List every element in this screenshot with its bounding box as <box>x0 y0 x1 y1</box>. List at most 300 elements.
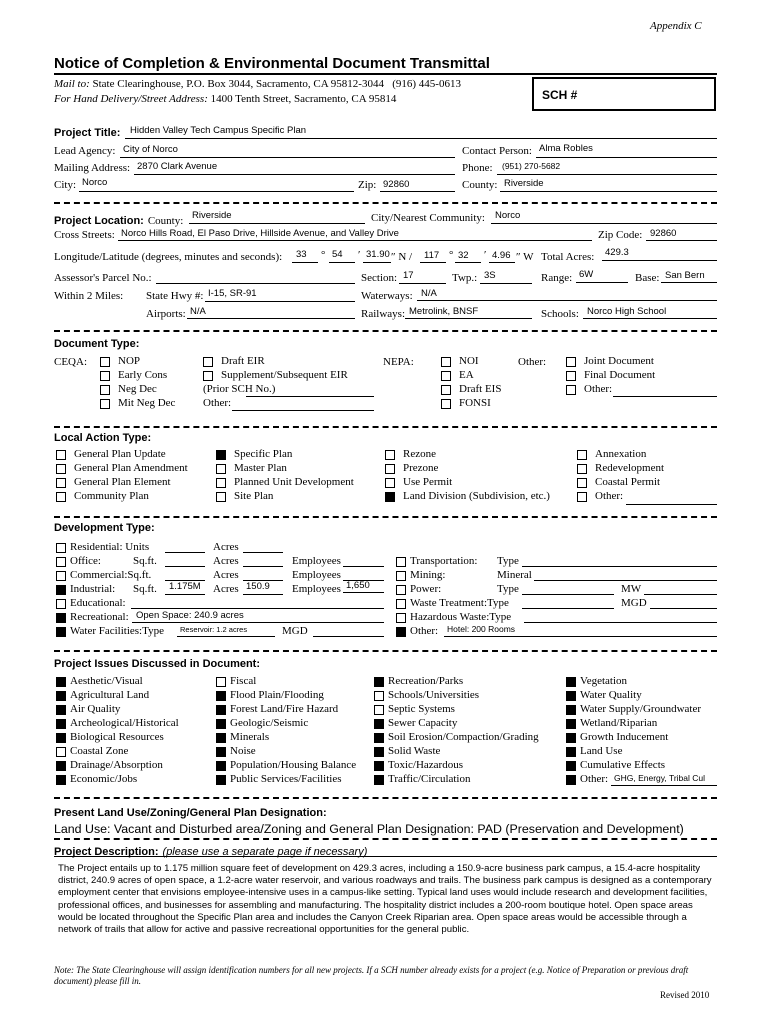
commercial-acres-label: Acres <box>213 569 239 581</box>
checkbox-label-draft-eis: Draft EIS <box>459 383 502 395</box>
county-value[interactable]: Riverside <box>504 178 544 189</box>
industrial-acres-line <box>243 594 283 595</box>
issues-other-value[interactable]: GHG, Energy, Tribal Cul <box>614 773 706 783</box>
location-zip-value[interactable]: 92860 <box>650 228 677 239</box>
checkbox-label-cumulative-effects: Cumulative Effects <box>580 759 666 771</box>
checkbox-educational[interactable] <box>56 599 66 609</box>
checkbox-draft-eir[interactable] <box>203 357 213 367</box>
state-hwy-label: State Hwy #: <box>146 290 204 302</box>
base-label: Base: <box>635 272 660 284</box>
checkbox-label-fonsi: FONSI <box>459 397 491 409</box>
checkbox-label-draft-eir: Draft EIR <box>221 355 265 367</box>
checkbox-residential[interactable] <box>56 543 66 553</box>
range-value[interactable]: 6W <box>579 269 594 280</box>
lead-agency-value[interactable]: City of Norco <box>123 144 178 155</box>
long-min-value[interactable]: 32 <box>458 250 469 261</box>
checkbox-label-nop: NOP <box>118 355 141 367</box>
airports-label: Airports: <box>146 308 186 320</box>
long-sec-line <box>489 262 515 263</box>
schools-value[interactable]: Norco High School <box>587 306 667 317</box>
lat-sec-value[interactable]: 31.90 <box>366 249 390 260</box>
community-label: City/Nearest Community: <box>371 212 485 224</box>
lat-deg-value[interactable]: 33 <box>296 249 307 260</box>
community-value[interactable]: Norco <box>495 210 521 221</box>
railways-label: Railways: <box>361 308 405 320</box>
residential-acres-line <box>243 552 283 553</box>
hazardous-waste-label: Hazardous Waste:Type <box>410 611 512 623</box>
long-sec-value[interactable]: 4.96 <box>492 250 511 261</box>
degree-symbol: ° <box>321 249 326 261</box>
nepa-label: NEPA: <box>383 356 414 368</box>
checkbox-label-minerals: Minerals <box>230 731 270 743</box>
checkbox-noise[interactable] <box>216 747 226 757</box>
checkbox-label-sewer-capacity: Sewer Capacity <box>388 717 458 729</box>
checkbox-coastal-zone[interactable] <box>56 747 66 757</box>
recreational-value[interactable]: Open Space: 240.9 acres <box>136 610 244 621</box>
checkbox-final-document[interactable] <box>566 371 576 381</box>
section-divider <box>54 202 717 204</box>
railways-line <box>405 318 532 319</box>
waterways-line <box>417 300 717 301</box>
checkbox-use-permit[interactable] <box>385 478 395 488</box>
project-location-header <box>54 211 183 229</box>
checkbox-label-use-permit: Use Permit <box>403 476 453 488</box>
office-acres-label: Acres <box>213 555 239 567</box>
residential-units-line <box>165 552 205 553</box>
office-employees-label: Employees <box>292 555 341 567</box>
waste-mgd-line <box>650 608 717 609</box>
long-deg-line <box>420 262 446 263</box>
checkbox-label-agricultural-land: Agricultural Land <box>70 689 150 701</box>
checkbox-label-soil-erosion-compaction-grading: Soil Erosion/Compaction/Grading <box>388 731 539 743</box>
educational-label: Educational: <box>70 597 126 609</box>
west-label: ″ W <box>516 251 534 263</box>
checkbox-label-specific-plan: Specific Plan <box>234 448 293 460</box>
water-mgd-line <box>313 636 384 637</box>
industrial-sqft-line <box>165 594 205 595</box>
base-line <box>661 282 717 283</box>
checkbox-label-wetland-riparian: Wetland/Riparian <box>580 717 658 729</box>
location-county-line <box>189 223 365 224</box>
checkbox-label-rezone: Rezone <box>403 448 436 460</box>
twp-label: Twp.: <box>452 272 478 284</box>
checkbox-drainage-absorption[interactable] <box>56 761 66 771</box>
checkbox-label-mit-neg-dec: Mit Neg Dec <box>118 397 176 409</box>
checkbox-water-supply-groundwater[interactable] <box>566 705 576 715</box>
phone-value[interactable]: (951) 270-5682 <box>502 161 561 171</box>
checkbox-agricultural-land[interactable] <box>56 691 66 701</box>
mining-label: Mining: <box>410 569 446 581</box>
power-mw-label: MW <box>621 583 642 595</box>
checkbox-growth-inducement[interactable] <box>566 733 576 743</box>
industrial-employees-label: Employees <box>292 583 341 595</box>
section-divider-7 <box>54 838 717 840</box>
project-title-value[interactable]: Hidden Valley Tech Campus Specific Plan <box>130 125 307 136</box>
within-2-miles-label: Within 2 Miles: <box>54 290 124 302</box>
contact-label: Contact Person: <box>462 145 532 157</box>
checkbox-geologic-seismic[interactable] <box>216 719 226 729</box>
checkbox-schools-universities[interactable] <box>374 691 384 701</box>
project-title-line <box>125 138 717 139</box>
transportation-type-label: Type <box>497 555 519 567</box>
checkbox-draft-eis[interactable] <box>441 385 451 395</box>
power-type-label: Type <box>497 583 519 595</box>
checkbox-label-toxic-hazardous: Toxic/Hazardous <box>388 759 463 771</box>
local-other-line <box>626 504 717 505</box>
checkbox-forest-land-fire-hazard[interactable] <box>216 705 226 715</box>
schools-line <box>583 318 717 319</box>
checkbox-label-neg-dec: Neg Dec <box>118 383 157 395</box>
checkbox-solid-waste[interactable] <box>374 747 384 757</box>
checkbox-economic-jobs[interactable] <box>56 775 66 785</box>
land-use-header: Present Land Use/Zoning/General Plan Designation: <box>54 807 327 819</box>
doc-other-label: Other: <box>518 356 547 368</box>
range-label: Range: <box>541 272 573 284</box>
checkbox-planned-unit-development[interactable] <box>216 478 226 488</box>
checkbox-mit-neg-dec[interactable] <box>100 399 110 409</box>
checkbox-minerals[interactable] <box>216 733 226 743</box>
checkbox-coastal-permit[interactable] <box>577 478 587 488</box>
hand-delivery-address: 1400 Tenth Street, Sacramento, CA 95814 <box>210 93 397 105</box>
checkbox-other[interactable] <box>577 492 587 502</box>
checkbox-label-geologic-seismic: Geologic/Seismic <box>230 717 309 729</box>
mailing-address-value[interactable]: 2870 Clark Avenue <box>137 161 218 172</box>
checkbox-label-noi: NOI <box>459 355 479 367</box>
checkbox-public-services-facilities[interactable] <box>216 775 226 785</box>
twp-value[interactable]: 3S <box>484 270 496 281</box>
checkbox-label-flood-plain-flooding: Flood Plain/Flooding <box>230 689 324 701</box>
section-divider-6 <box>54 797 717 799</box>
doc-label-prior-sch-no: (Prior SCH No.) <box>203 383 276 395</box>
phone-line <box>497 174 717 175</box>
checkbox-recreational[interactable] <box>56 613 66 623</box>
cross-streets-value[interactable]: Norco Hills Road, El Paso Drive, Hillside Avenue, and Valley Drive <box>121 228 399 239</box>
checkbox-label-ea: EA <box>459 369 474 381</box>
industrial-sqft-label: Sq.ft. <box>133 583 157 595</box>
office-sqft-label: Sq.ft. <box>133 555 157 567</box>
degree-symbol-2: ° <box>449 249 454 261</box>
city-line <box>79 191 354 192</box>
recreational-line <box>132 622 384 623</box>
project-description-text[interactable]: The Project entails up to 1.175 million square feet of development on 429.3 acres, including a 150.9-acre business park campus, a 15.4-acre hospitality district, 240.9 acres of open space, a 1.2-acre water reservoir, and various roadways and trails. The business park campus is designed as a contemporary employment center that envisions employee-intensive uses in a campus-like setting. Typical land uses would include research and development facilities, professional offices, and businesses for assembling and manufacturing. The hospitality district includes a 200-room boutique hotel. Open space areas would be located throughout the Specific Plan area and includes the Canyon Creek Riparian area. Open space areas would be accessible through a network of trails that allow for active and passive recreational opportunities for the general public. <box>58 863 712 936</box>
checkbox-cumulative-effects[interactable] <box>566 761 576 771</box>
city-value[interactable]: Norco <box>82 177 108 188</box>
section-label: Section: <box>361 272 398 284</box>
checkbox-population-housing-balance[interactable] <box>216 761 226 771</box>
lead-agency-line <box>120 157 455 158</box>
local-action-header: Local Action Type: <box>54 432 152 444</box>
checkbox-label-air-quality: Air Quality <box>70 703 121 715</box>
lead-agency-label: Lead Agency: <box>54 145 116 157</box>
checkbox-label-coastal-permit: Coastal Permit <box>595 476 661 488</box>
checkbox-rezone[interactable] <box>385 450 395 460</box>
dev-other-label: Other: <box>410 625 439 637</box>
checkbox-aesthetic-visual[interactable] <box>56 677 66 687</box>
commercial-label: Commercial:Sq.ft. <box>70 569 152 581</box>
prior-sch-line <box>246 396 374 397</box>
office-label: Office: <box>70 555 101 567</box>
checkbox-toxic-hazardous[interactable] <box>374 761 384 771</box>
checkbox-general-plan-update[interactable] <box>56 450 66 460</box>
checkbox-septic-systems[interactable] <box>374 705 384 715</box>
checkbox-water-quality[interactable] <box>566 691 576 701</box>
checkbox-redevelopment[interactable] <box>577 464 587 474</box>
doc-label-other: Other: <box>203 397 232 409</box>
waterways-value[interactable]: N/A <box>421 288 437 299</box>
minute-symbol: ′ <box>358 249 361 261</box>
checkbox-hazardous-waste[interactable] <box>396 613 406 623</box>
checkbox-label-coastal-zone: Coastal Zone <box>70 745 129 757</box>
airports-line <box>187 318 355 319</box>
water-facilities-value[interactable]: Reservoir: 1.2 acres <box>180 625 248 634</box>
checkbox-label-population-housing-balance: Population/Housing Balance <box>230 759 357 771</box>
checkbox-specific-plan[interactable] <box>216 450 226 460</box>
checkbox-label-community-plan: Community Plan <box>74 490 149 502</box>
checkbox-label-growth-inducement: Growth Inducement <box>580 731 669 743</box>
checkbox-master-plan[interactable] <box>216 464 226 474</box>
mail-to-phone: (916) 445-0613 <box>392 78 461 90</box>
checkbox-label-supplement-subsequent-eir: Supplement/Subsequent EIR <box>221 369 348 381</box>
checkbox-label-other: Other: <box>584 383 613 395</box>
revised-label: Revised 2010 <box>660 990 710 1000</box>
checkbox-commercial[interactable] <box>56 571 66 581</box>
checkbox-other[interactable] <box>566 775 576 785</box>
zip-value[interactable]: 92860 <box>383 179 410 190</box>
checkbox-label-final-document: Final Document <box>584 369 656 381</box>
total-acres-line <box>602 260 717 261</box>
checkbox-label-general-plan-element: General Plan Element <box>74 476 171 488</box>
description-rule <box>54 856 717 857</box>
checkbox-other[interactable] <box>566 385 576 395</box>
checkbox-label-planned-unit-development: Planned Unit Development <box>234 476 354 488</box>
section-divider-4 <box>54 516 717 518</box>
power-mw-line <box>644 594 717 595</box>
checkbox-office[interactable] <box>56 557 66 567</box>
state-hwy-line <box>205 301 355 302</box>
checkbox-label-solid-waste: Solid Waste <box>388 745 441 757</box>
doc-other-line <box>613 396 717 397</box>
checkbox-vegetation[interactable] <box>566 677 576 687</box>
checkbox-label-early-cons: Early Cons <box>118 369 168 381</box>
industrial-employees-line <box>343 592 384 593</box>
checkbox-power[interactable] <box>396 585 406 595</box>
checkbox-label-land-use: Land Use <box>580 745 623 757</box>
checkbox-transportation[interactable] <box>396 557 406 567</box>
educational-line <box>131 608 384 609</box>
industrial-employees-value[interactable]: 1,650 <box>346 580 370 591</box>
checkbox-dev-other[interactable] <box>396 627 406 637</box>
project-title-label: Project Title: <box>54 127 121 139</box>
sch-label: SCH # <box>542 88 578 102</box>
checkbox-early-cons[interactable] <box>100 371 110 381</box>
checkbox-soil-erosion-compaction-grading[interactable] <box>374 733 384 743</box>
checkbox-mining[interactable] <box>396 571 406 581</box>
issues-other-line <box>611 785 717 786</box>
land-use-value[interactable]: Land Use: Vacant and Disturbed area/Zoning and General Plan Designation: PAD (Preservation and Development) <box>54 822 684 836</box>
mining-mineral-label: Mineral <box>497 569 532 581</box>
zip-line <box>380 191 455 192</box>
long-deg-value[interactable]: 117 <box>424 250 440 261</box>
checkbox-label-joint-document: Joint Document <box>584 355 654 367</box>
sch-number-box[interactable] <box>532 77 716 111</box>
checkbox-label-forest-land-fire-hazard: Forest Land/Fire Hazard <box>230 703 339 715</box>
waterways-label: Waterways: <box>361 290 413 302</box>
recreational-label: Recreational: <box>70 611 129 623</box>
checkbox-label-annexation: Annexation <box>595 448 647 460</box>
checkbox-general-plan-element[interactable] <box>56 478 66 488</box>
dev-other-value[interactable]: Hotel: 200 Rooms <box>447 624 516 634</box>
transportation-label: Transportation: <box>410 555 478 567</box>
power-label: Power: <box>410 583 442 595</box>
checkbox-ea[interactable] <box>441 371 451 381</box>
checkbox-wetland-riparian[interactable] <box>566 719 576 729</box>
apn-line <box>156 283 355 284</box>
checkbox-label-aesthetic-visual: Aesthetic/Visual <box>70 675 143 687</box>
railways-value[interactable]: Metrolink, BNSF <box>409 306 479 317</box>
checkbox-community-plan[interactable] <box>56 492 66 502</box>
location-county-value[interactable]: Riverside <box>192 210 232 221</box>
ceqa-label: CEQA: <box>54 356 87 368</box>
checkbox-fiscal[interactable] <box>216 677 226 687</box>
checkbox-label-other: Other: <box>580 773 609 785</box>
checkbox-label-water-quality: Water Quality <box>580 689 642 701</box>
residential-label: Residential: Units <box>70 541 150 553</box>
contact-line <box>536 157 717 158</box>
checkbox-label-septic-systems: Septic Systems <box>388 703 455 715</box>
city-label: City: <box>54 179 77 191</box>
checkbox-biological-resources[interactable] <box>56 733 66 743</box>
appendix-label: Appendix C <box>650 20 702 32</box>
checkbox-sewer-capacity[interactable] <box>374 719 384 729</box>
checkbox-nop[interactable] <box>100 357 110 367</box>
checkbox-site-plan[interactable] <box>216 492 226 502</box>
project-description-header <box>54 842 367 860</box>
state-hwy-value[interactable]: I-15, SR-91 <box>208 288 257 299</box>
base-value[interactable]: San Bern <box>665 270 705 281</box>
water-mgd-label: MGD <box>282 625 308 637</box>
office-acres-line <box>243 566 283 567</box>
checkbox-recreation-parks[interactable] <box>374 677 384 687</box>
checkbox-industrial[interactable] <box>56 585 66 595</box>
footer-note: Note: The State Clearinghouse will assign identification numbers for all new projects. If a SCH number already exists for a project (e.g. Notice of Preparation or previous draft document) please fill in. <box>54 965 689 986</box>
checkbox-label-public-services-facilities: Public Services/Facilities <box>230 773 342 785</box>
office-sqft-line <box>165 566 205 567</box>
mining-mineral-line <box>534 580 717 581</box>
checkbox-label-economic-jobs: Economic/Jobs <box>70 773 138 785</box>
checkbox-noi[interactable] <box>441 357 451 367</box>
industrial-acres-value[interactable]: 150.9 <box>246 581 270 592</box>
checkbox-label-biological-resources: Biological Resources <box>70 731 164 743</box>
checkbox-archeological-historical[interactable] <box>56 719 66 729</box>
transportation-type-line <box>522 566 717 567</box>
checkbox-label-archeological-historical: Archeological/Historical <box>70 717 179 729</box>
section-divider-3 <box>54 426 717 428</box>
checkbox-traffic-circulation[interactable] <box>374 775 384 785</box>
office-employees-line <box>343 566 384 567</box>
checkbox-prezone[interactable] <box>385 464 395 474</box>
total-acres-value[interactable]: 429.3 <box>605 247 629 258</box>
checkbox-label-master-plan: Master Plan <box>234 462 287 474</box>
checkbox-label-land-division-subdivision-etc: Land Division (Subdivision, etc.) <box>403 490 550 502</box>
power-type-line <box>522 594 614 595</box>
north-label: ″ N / <box>391 251 413 263</box>
checkbox-flood-plain-flooding[interactable] <box>216 691 226 701</box>
section-value[interactable]: 17 <box>403 270 414 281</box>
checkbox-general-plan-amendment[interactable] <box>56 464 66 474</box>
location-zip-line <box>646 240 717 241</box>
checkbox-label-general-plan-amendment: General Plan Amendment <box>74 462 188 474</box>
residential-acres-label: Acres <box>213 541 239 553</box>
checkbox-air-quality[interactable] <box>56 705 66 715</box>
latlong-label: Longitude/Latitude (degrees, minutes and seconds): <box>54 251 283 263</box>
checkbox-label-general-plan-update: General Plan Update <box>74 448 166 460</box>
checkbox-annexation[interactable] <box>577 450 587 460</box>
hand-delivery-label: For Hand Delivery/Street Address: <box>54 93 208 105</box>
minute-symbol-2: ′ <box>484 249 487 261</box>
industrial-sqft-value[interactable]: 1.175M <box>169 581 201 592</box>
lat-sec-line <box>363 262 391 263</box>
airports-value[interactable]: N/A <box>190 306 206 317</box>
checkbox-waste-treatment[interactable] <box>396 599 406 609</box>
checkbox-label-water-supply-groundwater: Water Supply/Groundwater <box>580 703 701 715</box>
project-description-hint: (please use a separate page if necessary) <box>162 846 368 858</box>
development-type-header: Development Type: <box>54 522 155 534</box>
cross-streets-label: Cross Streets: <box>54 229 115 241</box>
industrial-acres-label: Acres <box>213 583 239 595</box>
mail-to-address: State Clearinghouse, P.O. Box 3044, Sacramento, CA 95812-3044 <box>92 78 384 90</box>
hand-delivery-line <box>54 93 396 105</box>
checkbox-land-division-subdivision-etc[interactable] <box>385 492 395 502</box>
project-issues-header: Project Issues Discussed in Document: <box>54 658 261 670</box>
doc-other-ceqa-line <box>232 410 374 411</box>
county-line <box>500 191 717 192</box>
checkbox-label-fiscal: Fiscal <box>230 675 257 687</box>
total-acres-label: Total Acres: <box>541 251 595 263</box>
form-title: Notice of Completion & Environmental Document Transmittal <box>54 55 490 72</box>
phone-label: Phone: <box>462 162 493 174</box>
checkbox-label-schools-universities: Schools/Universities <box>388 689 480 701</box>
checkbox-neg-dec[interactable] <box>100 385 110 395</box>
mail-to-line <box>54 78 461 90</box>
checkbox-label-drainage-absorption: Drainage/Absorption <box>70 759 163 771</box>
document-type-header: Document Type: <box>54 338 140 350</box>
checkbox-label-recreation-parks: Recreation/Parks <box>388 675 464 687</box>
checkbox-label-other: Other: <box>595 490 624 502</box>
checkbox-supplement-subsequent-eir[interactable] <box>203 371 213 381</box>
mailing-address-line <box>134 174 455 175</box>
schools-label: Schools: <box>541 308 579 320</box>
checkbox-water-facilities[interactable] <box>56 627 66 637</box>
lat-min-value[interactable]: 54 <box>332 249 343 260</box>
industrial-label: Industrial: <box>70 583 116 595</box>
lat-min-line <box>329 262 355 263</box>
zip-label: Zip: <box>358 179 377 191</box>
checkbox-label-prezone: Prezone <box>403 462 439 474</box>
checkbox-land-use[interactable] <box>566 747 576 757</box>
water-facilities-label: Water Facilities:Type <box>70 625 164 637</box>
contact-value[interactable]: Alma Robles <box>539 143 593 154</box>
project-location-label: Project Location: <box>54 215 144 227</box>
section-divider-2 <box>54 330 717 332</box>
waste-type-line <box>522 608 614 609</box>
long-min-line <box>455 262 481 263</box>
mailing-address-label: Mailing Address: <box>54 162 131 174</box>
twp-line <box>480 283 532 284</box>
checkbox-joint-document[interactable] <box>566 357 576 367</box>
checkbox-fonsi[interactable] <box>441 399 451 409</box>
range-line <box>576 282 628 283</box>
location-county-label: County: <box>147 215 184 227</box>
